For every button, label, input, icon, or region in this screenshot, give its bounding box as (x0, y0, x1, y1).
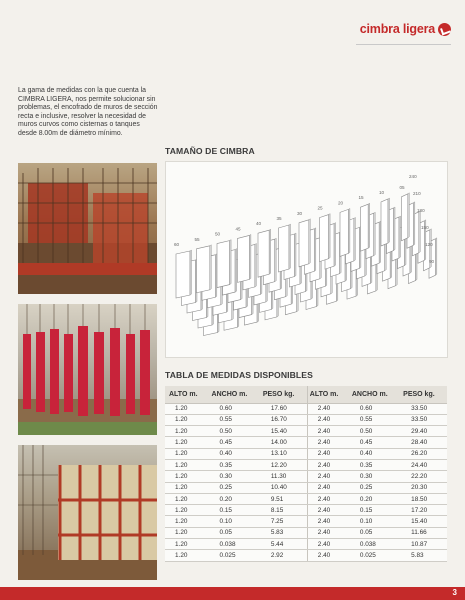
formwork-panel-edge (334, 223, 336, 267)
table-cell: 33.50 (401, 403, 447, 414)
height-label: 180 (417, 208, 425, 213)
table-cell: 20.30 (401, 482, 447, 493)
table-cell: 1.20 (165, 516, 210, 527)
table-cell: 0.20 (210, 493, 261, 504)
table-cell: 0.55 (210, 414, 261, 425)
table-cell: 0.05 (350, 527, 401, 538)
header-alto-1: ALTO m. (165, 386, 210, 403)
table-cell: 11.30 (261, 471, 307, 482)
table-cell: 1.20 (165, 403, 210, 414)
formwork-panel-edge (329, 214, 331, 259)
table-cell: 0.10 (350, 516, 401, 527)
table-cell: 2.40 (307, 505, 350, 516)
table-cell: 12.20 (261, 459, 307, 470)
section-title-table: TABLA DE MEDIDAS DISPONIBLES (165, 370, 313, 380)
formwork-panel-edge (309, 219, 311, 264)
brand-logo (360, 22, 451, 36)
table-cell: 2.40 (307, 448, 350, 459)
table-cell: 0.20 (350, 493, 401, 504)
table-cell: 13.10 (261, 448, 307, 459)
formwork-panel-edge (230, 240, 232, 285)
table-cell: 2.40 (307, 471, 350, 482)
table-cell: 2.92 (261, 550, 307, 561)
table-cell: 2.40 (307, 516, 350, 527)
formwork-panel-edge (419, 211, 421, 253)
footer-bar (0, 587, 465, 600)
table-cell: 0.05 (210, 527, 261, 538)
table-cell: 0.025 (210, 550, 261, 561)
table-cell: 2.40 (307, 414, 350, 425)
table-cell: 0.50 (350, 426, 401, 437)
table-cell: 0.15 (350, 505, 401, 516)
width-label: 05 (399, 184, 405, 190)
table-row (165, 471, 447, 482)
height-label: 90 (429, 259, 435, 264)
table-cell: 0.40 (350, 448, 401, 459)
table-cell: 14.00 (261, 437, 307, 448)
header-rule (356, 44, 451, 45)
table-cell: 2.40 (307, 550, 350, 561)
height-label: 120 (425, 242, 433, 247)
table-cell: 8.15 (261, 505, 307, 516)
table-cell: 0.30 (350, 471, 401, 482)
height-label: 210 (413, 191, 421, 196)
formwork-panel-edge (190, 250, 192, 295)
photo-wall-formwork (18, 445, 157, 580)
table-row (165, 539, 447, 550)
formwork-panels-drawing (166, 162, 449, 359)
table-row (165, 493, 447, 504)
formwork-panel-edge (413, 202, 415, 246)
table-cell: 5.83 (261, 527, 307, 538)
formwork-panel (197, 246, 210, 293)
table-cell: 1.20 (165, 437, 210, 448)
section-title-size: TAMAÑO DE CIMBRA (165, 146, 255, 156)
table-cell: 1.20 (165, 527, 210, 538)
formwork-panel-edge (269, 229, 271, 274)
table-cell: 1.20 (165, 414, 210, 425)
header-alto-2: ALTO m. (307, 386, 350, 403)
table-row (165, 482, 447, 493)
formwork-panel-edge (388, 198, 390, 243)
table-row (165, 437, 447, 448)
table-cell: 0.10 (210, 516, 261, 527)
table-cell: 33.50 (401, 414, 447, 425)
logo-mark-icon (438, 23, 451, 36)
table-cell: 10.40 (261, 482, 307, 493)
table-cell: 0.025 (350, 550, 401, 561)
formwork-panel (381, 199, 388, 246)
table-cell: 1.20 (165, 459, 210, 470)
formwork-panel-edge (368, 203, 370, 248)
table-cell: 9.51 (261, 493, 307, 504)
table-row (165, 414, 447, 425)
table-row (165, 459, 447, 470)
formwork-panel (340, 209, 348, 256)
formwork-panel-edge (348, 208, 350, 253)
table-cell: 26.20 (401, 448, 447, 459)
table-cell: 0.25 (210, 482, 261, 493)
width-label: 35 (276, 216, 282, 221)
table-cell: 11.66 (401, 527, 447, 538)
formwork-size-diagram (165, 161, 448, 358)
intro-paragraph: La gama de medidas con la que cuenta la CIMBRA LIGERA, nos permite solucionar sin problemas, el encofrado de muros de sección recta e inclusive, resolver la necesidad de muros curvos como cisternas o tanques desde 8.00m de diámetro mínimo. (18, 87, 158, 137)
formwork-panel-edge (314, 228, 316, 271)
width-label: 55 (194, 236, 200, 242)
height-label: 150 (421, 225, 429, 230)
formwork-panel-edge (374, 212, 376, 256)
table-cell: 0.50 (210, 426, 261, 437)
header-peso-1: PESO kg. (261, 386, 307, 403)
formwork-panel-edge (210, 245, 212, 290)
width-label: 15 (358, 195, 364, 201)
table-header-row (165, 386, 447, 403)
table-row (165, 527, 447, 538)
page-number: 3 (452, 588, 457, 597)
table-cell: 2.40 (307, 403, 350, 414)
formwork-panel-edge (354, 217, 356, 261)
table-cell: 29.40 (401, 426, 447, 437)
table-cell: 2.40 (307, 539, 350, 550)
table-cell: 2.40 (307, 527, 350, 538)
table-cell: 0.55 (350, 414, 401, 425)
table-cell: 0.60 (210, 403, 261, 414)
table-cell: 22.20 (401, 471, 447, 482)
formwork-panel-edge (295, 233, 297, 277)
formwork-panel-edge (408, 193, 410, 238)
table-row (165, 505, 447, 516)
width-label: 40 (256, 221, 262, 227)
table-row (165, 516, 447, 527)
formwork-panel (299, 220, 309, 267)
table-cell: 0.15 (210, 505, 261, 516)
table-cell: 7.25 (261, 516, 307, 527)
formwork-panel-edge (255, 243, 257, 287)
formwork-panel-edge (435, 238, 437, 275)
width-label: 30 (297, 210, 303, 216)
table-cell: 0.45 (350, 437, 401, 448)
table-cell: 1.20 (165, 471, 210, 482)
table-cell: 18.50 (401, 493, 447, 504)
height-label: 240 (409, 174, 417, 179)
formwork-panel (176, 251, 190, 298)
table-cell: 1.20 (165, 493, 210, 504)
table-cell: 0.45 (210, 437, 261, 448)
table-cell: 5.44 (261, 539, 307, 550)
table-cell: 10.87 (401, 539, 447, 550)
table-cell: 0.038 (210, 539, 261, 550)
formwork-panel-edge (289, 224, 291, 269)
formwork-panel-edge (215, 254, 217, 297)
logo-text: cimbra ligera (359, 22, 435, 36)
table-row (165, 403, 447, 414)
table-row (165, 550, 447, 561)
width-label: 50 (215, 231, 221, 237)
table-cell: 1.20 (165, 550, 210, 561)
formwork-panel (361, 204, 369, 251)
table-cell: 1.20 (165, 539, 210, 550)
formwork-panel (217, 241, 230, 288)
table-cell: 15.40 (261, 426, 307, 437)
photo-construction-site (18, 163, 157, 294)
formwork-panel-edge (394, 207, 396, 251)
formwork-panel-edge (249, 234, 251, 279)
table-cell: 17.60 (261, 403, 307, 414)
formwork-panel (238, 235, 250, 282)
formwork-panel (258, 230, 269, 277)
width-label: 10 (379, 190, 385, 195)
table-cell: 0.30 (210, 471, 261, 482)
table-cell: 16.70 (261, 414, 307, 425)
table-cell: 0.038 (350, 539, 401, 550)
width-label: 60 (174, 242, 180, 247)
table-cell: 1.20 (165, 505, 210, 516)
table-cell: 2.40 (307, 482, 350, 493)
table-cell: 2.40 (307, 493, 350, 504)
table-row (165, 448, 447, 459)
header-ancho-2: ANCHO m. (350, 386, 401, 403)
table-cell: 0.25 (350, 482, 401, 493)
table-cell: 0.40 (210, 448, 261, 459)
table-cell: 17.20 (401, 505, 447, 516)
table-row (165, 426, 447, 437)
table-cell: 5.83 (401, 550, 447, 561)
table-cell: 2.40 (307, 437, 350, 448)
formwork-panel (279, 225, 290, 272)
formwork-panel (402, 194, 408, 241)
table-cell: 15.40 (401, 516, 447, 527)
table-cell: 0.35 (350, 459, 401, 470)
table-cell: 1.20 (165, 426, 210, 437)
formwork-panel (320, 215, 329, 262)
formwork-panel-edge (275, 238, 277, 282)
measurements-table (165, 386, 447, 562)
table-cell: 1.20 (165, 448, 210, 459)
table-cell: 24.40 (401, 459, 447, 470)
formwork-panel-edge (399, 216, 401, 258)
header-peso-2: PESO kg. (401, 386, 447, 403)
width-label: 45 (235, 226, 241, 232)
table-cell: 0.35 (210, 459, 261, 470)
formwork-panel-edge (235, 249, 237, 293)
photo-red-formwork-columns (18, 304, 157, 435)
formwork-panel-edge (379, 221, 381, 263)
width-label: 20 (338, 200, 344, 206)
table-cell: 2.40 (307, 426, 350, 437)
table-cell: 28.40 (401, 437, 447, 448)
width-label: 25 (317, 205, 323, 211)
table-cell: 1.20 (165, 482, 210, 493)
header-ancho-1: ANCHO m. (210, 386, 261, 403)
table-cell: 2.40 (307, 459, 350, 470)
table-cell: 0.60 (350, 403, 401, 414)
